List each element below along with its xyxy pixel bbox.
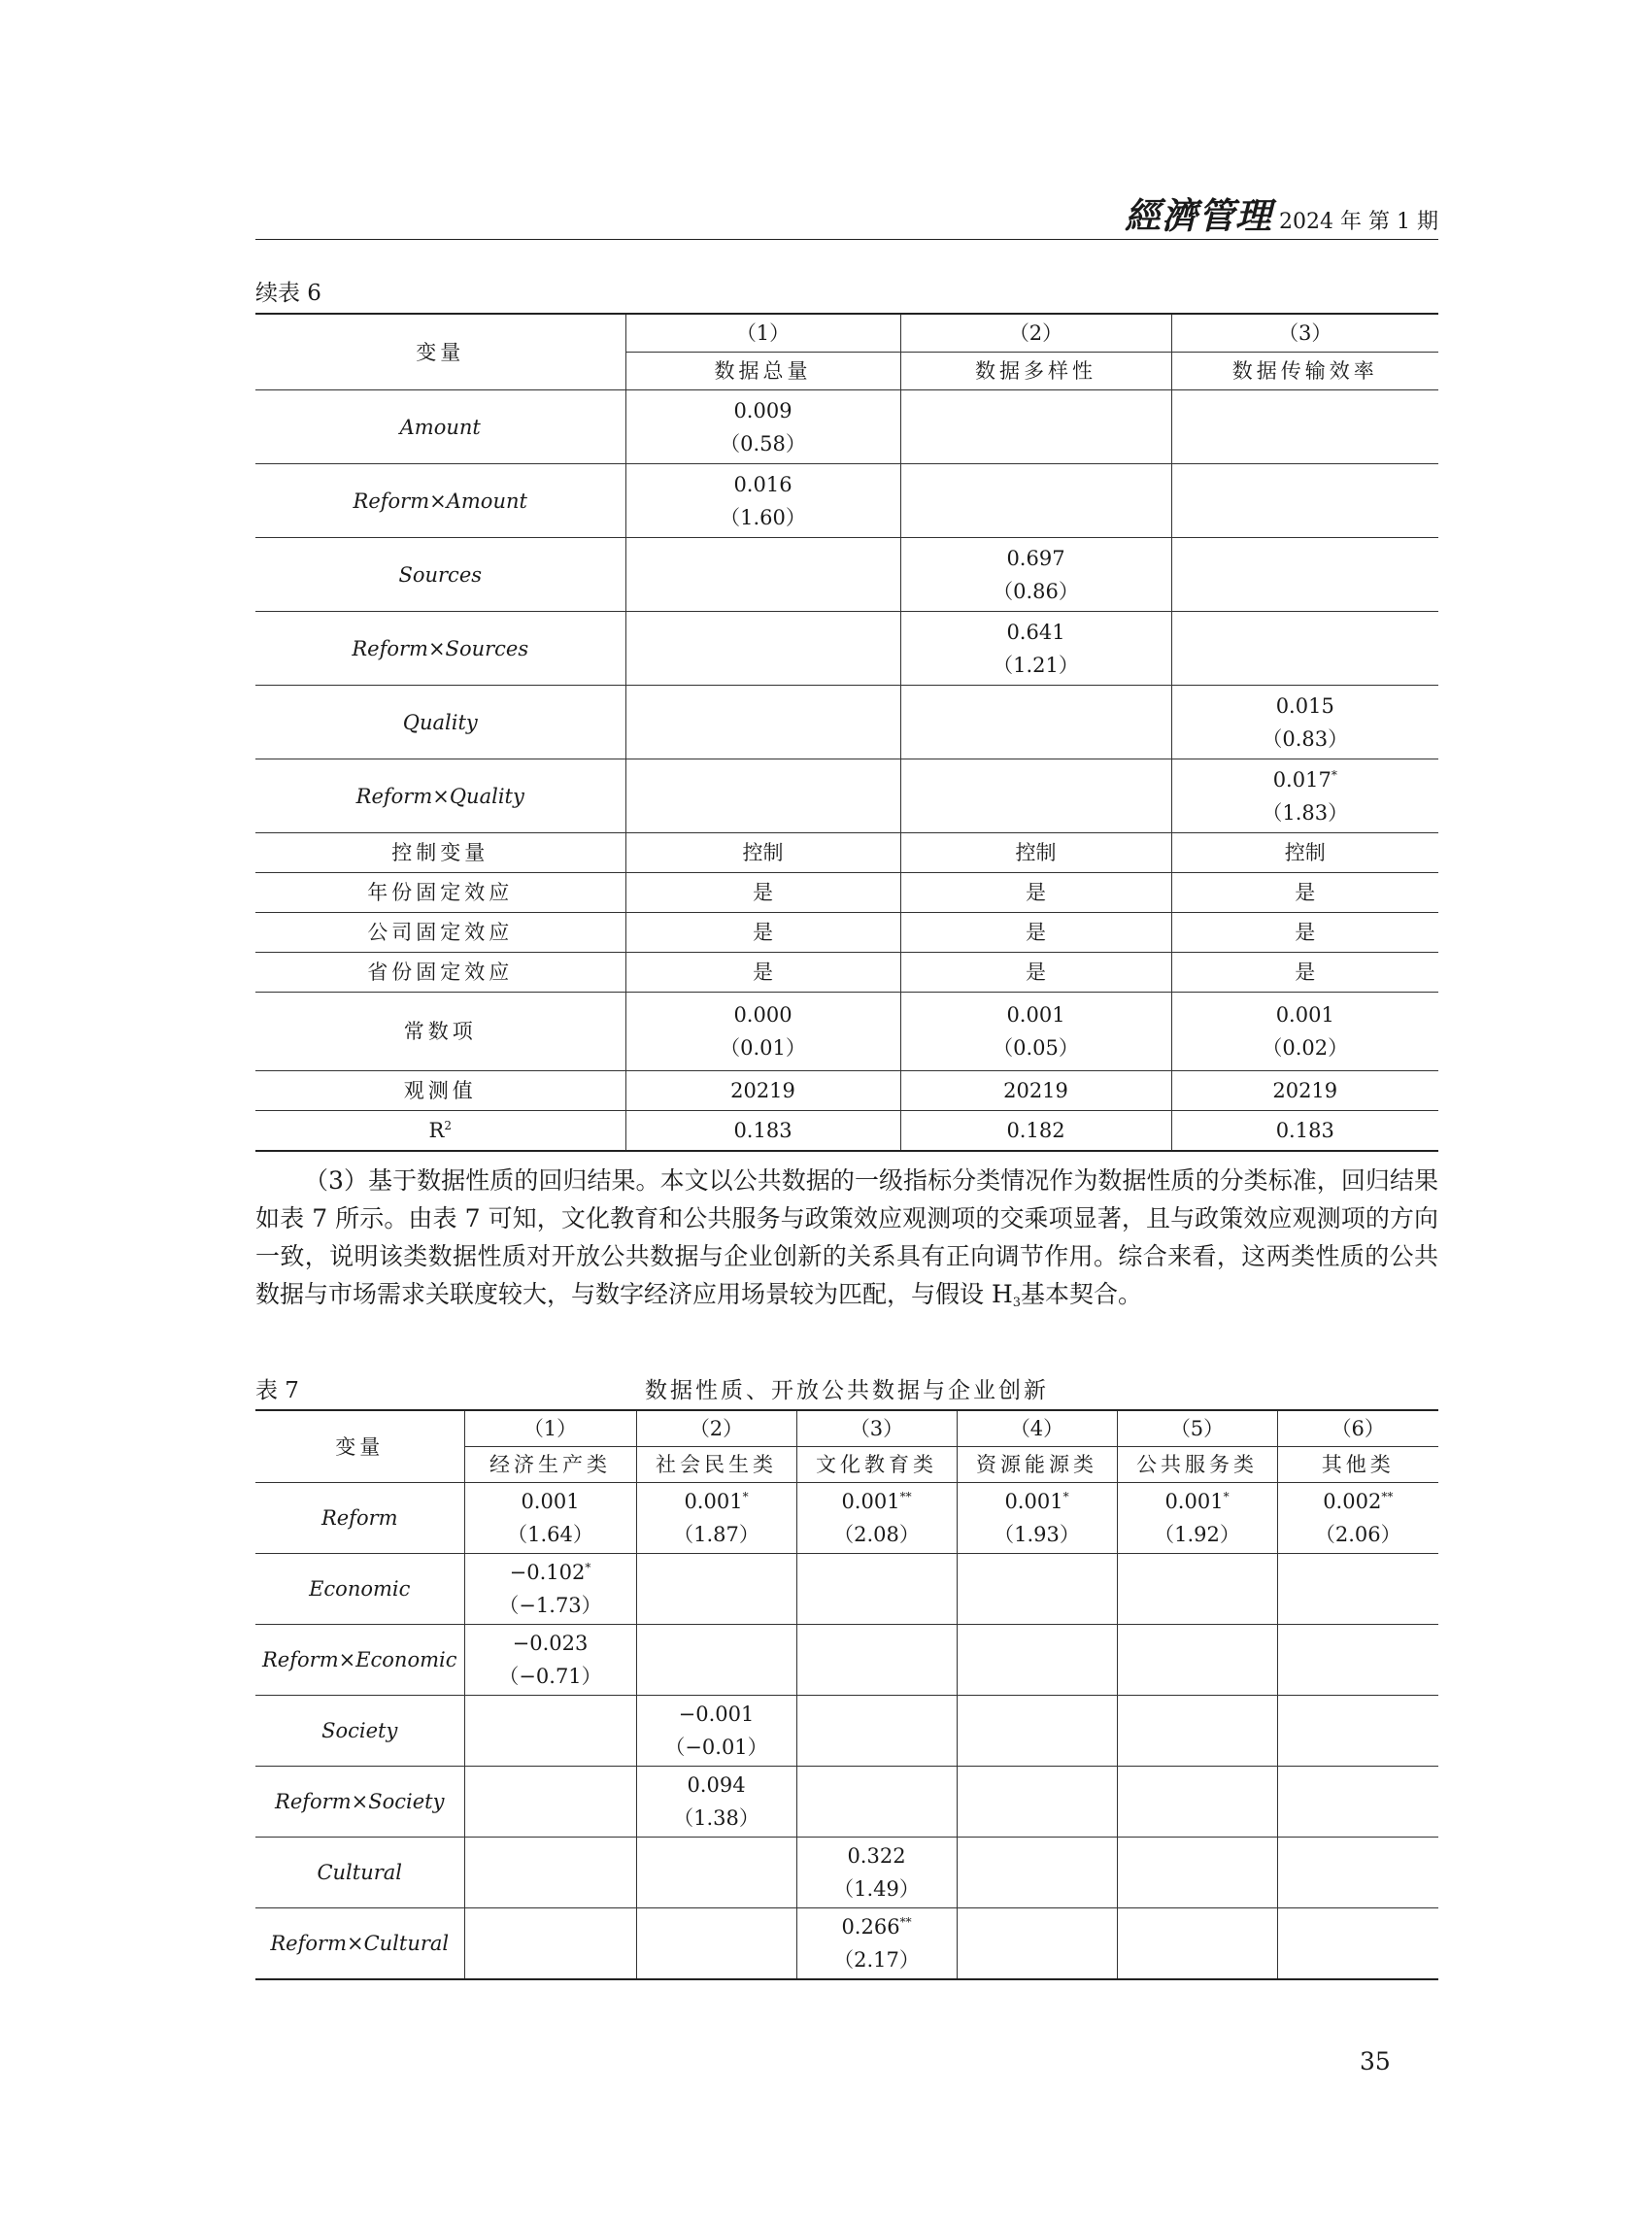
table-row [255,390,1438,464]
cell-value: 20219 [900,1071,1171,1111]
coef-block [797,1910,957,1943]
coef-cell [464,1908,636,1980]
table-row [255,686,1438,759]
coef-cell [1277,1838,1438,1908]
significance-mark: * [1062,1490,1069,1503]
coef-cell [957,1838,1117,1908]
col-name: 公共服务类 [1117,1447,1277,1483]
coef-value: 0.001 [1164,1490,1224,1513]
t-stat: （1.92） [1154,1523,1240,1546]
row-label-text: 观测值 [403,1079,477,1102]
col-number: （1） [464,1410,636,1447]
journal-name: 經濟管理 [1124,195,1272,237]
coef-cell [636,1483,796,1554]
cell-value: 是 [900,953,1171,993]
col-name: 文化教育类 [796,1447,957,1483]
row-label: Sources [255,538,625,612]
cell-value: 0.183 [1171,1111,1438,1152]
paragraph-text: （3）基于数据性质的回归结果。本文以公共数据的一级指标分类情况作为数据性质的分类标准，回归结果如表 7 所示。由表 7 可知，文化教育和公共服务与政策效应观测项的交乘项显著，且与政策效应观测项的方向一致，说明该类数据性质对开放公共数据与企业创新的关系具有正向调节作用。综合来看，这两类性质的公共数据与市场需求关联度较大，与数字经济应用场景较为匹配，与假设 H [255,1166,1438,1308]
coef-cell [957,1767,1117,1838]
coef-value: 0.001 [1006,1003,1065,1027]
t-stat: （1.49） [833,1877,920,1901]
t-stat: （−0.01） [664,1736,768,1759]
row-label: Cultural [255,1838,464,1908]
col-number: （2） [636,1410,796,1447]
header-row [255,1410,1438,1447]
row-label: Reform×Quality [255,759,625,833]
row-label: Quality [255,686,625,759]
col-number: （1） [625,314,900,353]
coef-cell [1117,1908,1277,1980]
coef-cell [796,1625,957,1696]
coef-cell [625,390,900,464]
row-label: Reform×Cultural [255,1908,464,1980]
row-label [255,913,625,953]
col-number: （5） [1117,1410,1277,1447]
coef-value: 0.015 [1275,693,1334,718]
row-label [255,993,625,1071]
coef-block [637,1769,796,1802]
coef-block [637,1698,796,1731]
row-label-text: 省份固定效应 [367,961,514,984]
col-number: （4） [957,1410,1117,1447]
coef-block [901,616,1171,649]
t-stat: （0.02） [1262,1036,1349,1060]
t-stat: （−1.73） [498,1594,602,1617]
row-label: Society [255,1696,464,1767]
t-stat: （1.64） [507,1523,593,1546]
col-name: 其他类 [1277,1447,1438,1483]
coef-cell [464,1625,636,1696]
coef-cell [1117,1838,1277,1908]
coef-cell [636,1908,796,1980]
coef-cell [1171,464,1438,538]
coef-cell [900,612,1171,686]
var-header: 变量 [255,314,625,390]
significance-mark: ** [899,1915,912,1929]
coef-cell [1171,993,1438,1071]
table-row [255,873,1438,913]
t-stat: （1.38） [673,1806,759,1830]
table6-caption: 续表 6 [255,281,321,306]
coef-cell [636,1625,796,1696]
table-row [255,538,1438,612]
table-row [255,953,1438,993]
table7-title: 数据性质、开放公共数据与企业创新 [645,1378,1049,1403]
significance-mark: * [742,1490,749,1503]
t-stat: （1.87） [673,1523,759,1546]
coef-block [626,394,900,427]
row-label [255,833,625,873]
coef-value: 0.001 [521,1490,580,1513]
cell-value: 是 [625,913,900,953]
cell-value: 是 [625,873,900,913]
coef-value: 0.017 [1272,767,1332,792]
cell-value: 控制 [1171,833,1438,873]
coef-cell [957,1908,1117,1980]
t-stat: （1.21） [993,653,1079,677]
col-name: 经济生产类 [464,1447,636,1483]
coef-cell [1117,1554,1277,1625]
coef-cell [957,1483,1117,1554]
coef-value: 0.094 [687,1773,746,1797]
coef-cell [1277,1908,1438,1980]
t-stat: （1.60） [720,505,806,529]
cell-value: 是 [900,913,1171,953]
t-stat: （2.17） [833,1948,920,1972]
row-label: Amount [255,390,625,464]
coef-cell [1171,538,1438,612]
coef-cell [900,759,1171,833]
row-label-text: 年份固定效应 [367,881,514,904]
coef-cell [957,1625,1117,1696]
coef-cell [625,993,900,1071]
table-row [255,833,1438,873]
coef-block [1172,690,1439,723]
coef-value: −0.023 [512,1632,589,1655]
col-number: （3） [796,1410,957,1447]
cell-value: 控制 [625,833,900,873]
row-label [255,953,625,993]
coef-cell [1171,759,1438,833]
coef-cell [464,1838,636,1908]
coef-cell [1277,1483,1438,1554]
coef-cell [1171,612,1438,686]
coef-cell [625,686,900,759]
table-row [255,1483,1438,1554]
col-number: （3） [1171,314,1438,353]
table-row [255,612,1438,686]
coef-value: −0.001 [678,1703,755,1726]
table7-number: 表 7 [255,1378,299,1403]
row-label: Reform×Society [255,1767,464,1838]
coef-cell [796,1767,957,1838]
coef-cell [464,1696,636,1767]
coef-cell [636,1554,796,1625]
cell-value: 20219 [1171,1071,1438,1111]
coef-block [797,1839,957,1872]
journal-info [1125,186,1438,239]
significance-mark: ** [899,1490,912,1503]
coef-value: 0.322 [847,1844,906,1868]
coef-cell [1277,1625,1438,1696]
coef-value: 0.641 [1006,620,1065,644]
significance-mark: * [1331,767,1337,782]
table-row [255,1696,1438,1767]
cell-value: 20219 [625,1071,900,1111]
coef-cell [796,1908,957,1980]
header-row [255,314,1438,353]
coef-cell [900,464,1171,538]
journal-issue: 2024 年 第 1 期 [1279,210,1438,234]
coef-cell [796,1483,957,1554]
t-stat: （0.05） [993,1036,1079,1060]
row-label-text: 常数项 [403,1020,477,1043]
row-label [255,1071,625,1111]
coef-block [465,1485,636,1518]
t-stat: （2.06） [1314,1523,1401,1546]
row-label: Reform×Sources [255,612,625,686]
cell-value: 0.183 [625,1111,900,1152]
coef-cell [625,538,900,612]
col-number: （2） [900,314,1171,353]
coef-cell [636,1696,796,1767]
cell-value: 0.182 [900,1111,1171,1152]
table-row [255,1071,1438,1111]
row-label: Reform [255,1483,464,1554]
coef-cell [625,464,900,538]
coef-value: 0.697 [1006,546,1065,570]
t-stat: （0.01） [720,1036,806,1060]
significance-mark: * [1223,1490,1230,1503]
coef-cell [900,993,1171,1071]
coef-value: 0.001 [1275,1003,1334,1027]
significance-mark: ** [1381,1490,1394,1503]
t-stat: （2.08） [833,1523,920,1546]
col-number: （6） [1277,1410,1438,1447]
row-label: Economic [255,1554,464,1625]
coef-cell [464,1483,636,1554]
cell-value: 是 [1171,953,1438,993]
table-row [255,759,1438,833]
coef-block [901,542,1171,575]
col-name: 数据传输效率 [1171,353,1438,390]
col-name: 数据多样性 [900,353,1171,390]
coef-cell [1277,1767,1438,1838]
t-stat: （0.83） [1262,726,1349,751]
coef-cell [900,390,1171,464]
coef-block [465,1556,636,1589]
coef-cell [900,686,1171,759]
table-row [255,1111,1438,1152]
t-stat: （1.93） [994,1523,1080,1546]
coef-block [465,1627,636,1660]
coef-cell [1117,1696,1277,1767]
coef-value: 0.001 [1004,1490,1063,1513]
coef-block [1172,763,1439,796]
coef-cell [957,1696,1117,1767]
coef-cell [1117,1625,1277,1696]
coef-block [637,1485,796,1518]
coef-cell [1117,1767,1277,1838]
t-stat: （0.58） [720,431,806,455]
coef-block [797,1485,957,1518]
table-row [255,1838,1438,1908]
coef-value: 0.009 [733,398,792,422]
coef-cell [957,1554,1117,1625]
coef-cell [796,1554,957,1625]
coef-value: 0.000 [733,1003,792,1027]
page-number: 35 [1360,2047,1391,2075]
coef-cell [636,1838,796,1908]
coef-cell [1277,1554,1438,1625]
coef-value: 0.001 [841,1490,900,1513]
table-row [255,993,1438,1071]
table-row [255,913,1438,953]
row-label [255,1111,625,1152]
var-header: 变量 [255,1410,464,1483]
table-row [255,1554,1438,1625]
row-label-text: 控制变量 [391,841,489,864]
coef-cell [1117,1483,1277,1554]
cell-value: 是 [625,953,900,993]
col-name: 社会民生类 [636,1447,796,1483]
coef-block [1118,1485,1277,1518]
coef-value: −0.102 [509,1561,586,1584]
coef-cell [636,1767,796,1838]
coef-cell [464,1767,636,1838]
t-stat: （0.86） [993,579,1079,603]
coef-cell [625,612,900,686]
cell-value: 是 [900,873,1171,913]
row-label [255,873,625,913]
superscript: 2 [444,1119,452,1132]
coef-value: 0.002 [1323,1490,1382,1513]
table-7 [255,1409,1438,1980]
coef-block [1278,1485,1439,1518]
coef-value: 0.266 [841,1915,900,1939]
coef-cell [1171,686,1438,759]
coef-cell [625,759,900,833]
paragraph-text-end: 基本契合。 [1021,1280,1143,1308]
row-label: Reform×Economic [255,1625,464,1696]
col-name: 资源能源类 [957,1447,1117,1483]
significance-mark: * [585,1561,591,1574]
paragraph-subscript: 3 [1012,1296,1022,1310]
coef-cell [796,1838,957,1908]
coef-cell [796,1696,957,1767]
cell-value: 是 [1171,913,1438,953]
coef-value: 0.016 [733,472,792,496]
table-row [255,1908,1438,1980]
coef-cell [464,1554,636,1625]
col-name: 数据总量 [625,353,900,390]
row-label-text: R [428,1119,445,1142]
t-stat: （−0.71） [498,1665,602,1688]
coef-cell [900,538,1171,612]
row-label: Reform×Amount [255,464,625,538]
row-label-text: 公司固定效应 [367,921,514,944]
coef-cell [1171,390,1438,464]
cell-value: 是 [1171,873,1438,913]
coef-block [626,468,900,501]
t-stat: （1.83） [1262,800,1349,825]
coef-cell [1277,1696,1438,1767]
running-header [255,183,1438,240]
cell-value: 控制 [900,833,1171,873]
table-6 [255,313,1438,1152]
table-row [255,1625,1438,1696]
coef-value: 0.001 [684,1490,743,1513]
coef-block [958,1485,1117,1518]
table-row [255,1767,1438,1838]
table-row [255,464,1438,538]
body-paragraph [255,1162,1438,1313]
